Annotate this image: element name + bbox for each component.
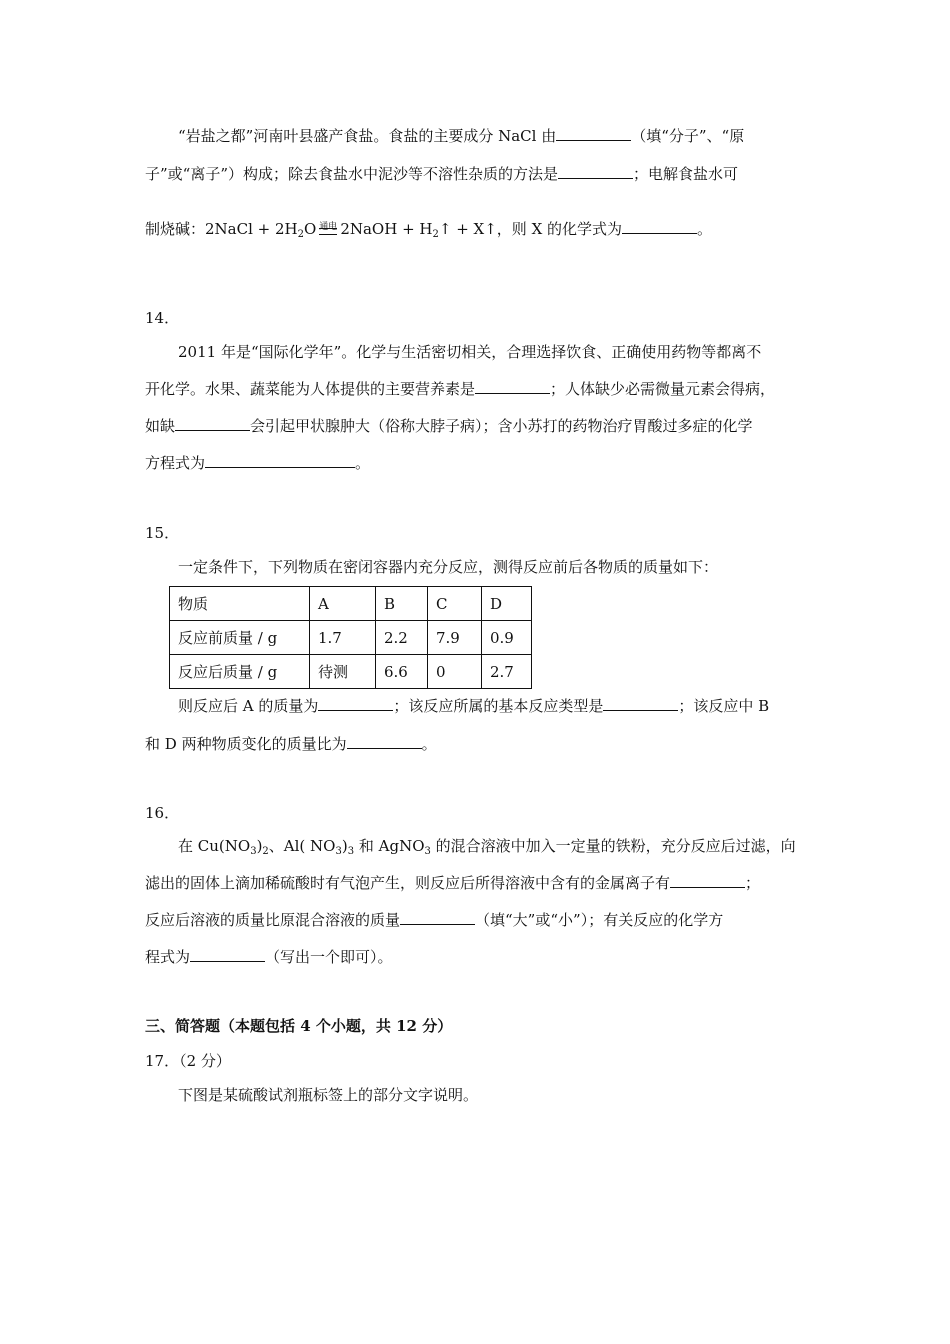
answer-blank[interactable] (603, 696, 678, 711)
subscript: 2 (432, 229, 439, 240)
q14-line-1: 2011 年是“国际化学年”。化学与生活密切相关，合理选择饮食、正确使用药物等都离不 (178, 343, 762, 361)
q13-text: （填“分子”、“原 (631, 127, 745, 145)
equation-text: 制烧碱：2NaCl + 2H (145, 220, 298, 238)
condition-label: 通电 (319, 222, 338, 232)
q13-text: 子”或“离子”）构成；除去食盐水中泥沙等不溶性杂质的方法是 (145, 165, 559, 183)
table-cell: 0.9 (482, 621, 532, 655)
equation-text: ↑ + X↑，则 X 的化学式为 (438, 220, 623, 238)
q15-line-2 (145, 734, 437, 754)
answer-blank[interactable] (175, 416, 250, 431)
q16-line-1 (178, 836, 796, 856)
subscript: 3 (250, 846, 257, 857)
table-cell: B (376, 587, 428, 621)
q16-line-3 (145, 910, 723, 930)
answer-blank[interactable] (475, 379, 550, 394)
subscript: 2 (262, 846, 269, 857)
table-cell: D (482, 587, 532, 621)
answer-blank[interactable] (556, 126, 631, 141)
q14-text: 开化学。水果、蔬菜能为人体提供的主要营养素是 (145, 380, 476, 398)
table-cell: 待测 (310, 655, 376, 689)
table-cell: 1.7 (310, 621, 376, 655)
equation-text: O (304, 220, 317, 238)
question-number-17: 17．（2 分） (145, 1052, 231, 1070)
q15-line-1 (178, 696, 769, 716)
q16-line-2 (145, 873, 760, 893)
q16-text: 在 Cu(NO (178, 837, 251, 855)
answer-blank[interactable] (622, 219, 697, 234)
subscript: 3 (335, 846, 342, 857)
table-cell: A (310, 587, 376, 621)
q16-text: 、Al( NO (268, 837, 336, 855)
q14-line-3 (145, 416, 753, 436)
answer-blank[interactable] (318, 696, 393, 711)
q15-text: 则反应后 A 的质量为 (178, 697, 319, 715)
q16-text: ) (341, 837, 348, 855)
answer-blank[interactable] (190, 947, 265, 962)
q16-text: 和 AgNO (354, 837, 425, 855)
q17-line-1: 下图是某硫酸试剂瓶标签上的部分文字说明。 (178, 1086, 479, 1104)
q16-text: 的混合溶液中加入一定量的铁粉，充分反应后过滤，向 (430, 837, 796, 855)
subscript: 2 (297, 229, 304, 240)
table-header-row (170, 587, 532, 621)
subscript: 3 (347, 846, 355, 857)
q14-text: 方程式为 (145, 454, 206, 472)
q16-text: ) (256, 837, 263, 855)
table-cell: 6.6 (376, 655, 428, 689)
q14-text: 会引起甲状腺肿大（俗称大脖子病）；含小苏打的药物治疗胃酸过多症的化学 (250, 417, 753, 435)
equation-text: 2NaOH + H (340, 220, 433, 238)
q14-text: ；人体缺少必需微量元素会得病， (550, 380, 776, 398)
q16-text: （写出一个即可）。 (265, 948, 393, 966)
table-cell: 2.7 (482, 655, 532, 689)
q13-text: “岩盐之都”河南叶县盛产食盐。食盐的主要成分 NaCl 由 (178, 127, 557, 145)
q15-text: 。 (421, 735, 437, 753)
answer-blank[interactable] (558, 164, 633, 179)
q16-line-4 (145, 947, 393, 967)
table-cell: 7.9 (428, 621, 482, 655)
table-row (170, 621, 532, 655)
section-title: 三、简答题（本题包括 4 个小题，共 12 分） (145, 1017, 453, 1035)
q14-line-4 (145, 453, 370, 473)
electrolysis-condition (316, 219, 340, 239)
q13-text: 。 (697, 220, 713, 238)
answer-blank[interactable] (347, 734, 422, 749)
q13-text: ；电解食盐水可 (633, 165, 739, 183)
q13-line-3-equation (145, 219, 712, 239)
question-number-15: 15． (145, 524, 180, 542)
q13-line-2 (145, 164, 738, 184)
mass-table (169, 586, 532, 689)
table-cell: 2.2 (376, 621, 428, 655)
q14-text: 。 (355, 454, 371, 472)
q16-text: 滤出的固体上滴加稀硫酸时有气泡产生，则反应后所得溶液中含有的金属离子有 (145, 874, 671, 892)
table-cell: 反应前质量 / g (170, 621, 310, 655)
question-number-14: 14． (145, 309, 180, 327)
q15-text: ；该反应中 B (678, 697, 770, 715)
q13-line-1 (178, 126, 744, 146)
table-row (170, 655, 532, 689)
table-cell: 反应后质量 / g (170, 655, 310, 689)
answer-blank[interactable] (205, 453, 355, 468)
q16-text: ； (745, 874, 761, 892)
question-number-16: 16． (145, 804, 180, 822)
answer-blank[interactable] (400, 910, 475, 925)
table-cell: C (428, 587, 482, 621)
q14-text: 如缺 (145, 417, 176, 435)
q15-intro: 一定条件下，下列物质在密闭容器内充分反应，测得反应前后各物质的质量如下： (178, 558, 719, 576)
equals-sign (319, 228, 337, 235)
q16-text: 反应后溶液的质量比原混合溶液的质量 (145, 911, 401, 929)
q15-text: 和 D 两种物质变化的质量比为 (145, 735, 347, 753)
q14-line-2 (145, 379, 775, 399)
q15-text: ；该反应所属的基本反应类型是 (393, 697, 604, 715)
q16-text: 程式为 (145, 948, 191, 966)
table-cell: 0 (428, 655, 482, 689)
table-cell: 物质 (170, 587, 310, 621)
answer-blank[interactable] (670, 873, 745, 888)
subscript: 3 (424, 846, 431, 857)
q16-text: （填“大”或“小”）；有关反应的化学方 (475, 911, 724, 929)
